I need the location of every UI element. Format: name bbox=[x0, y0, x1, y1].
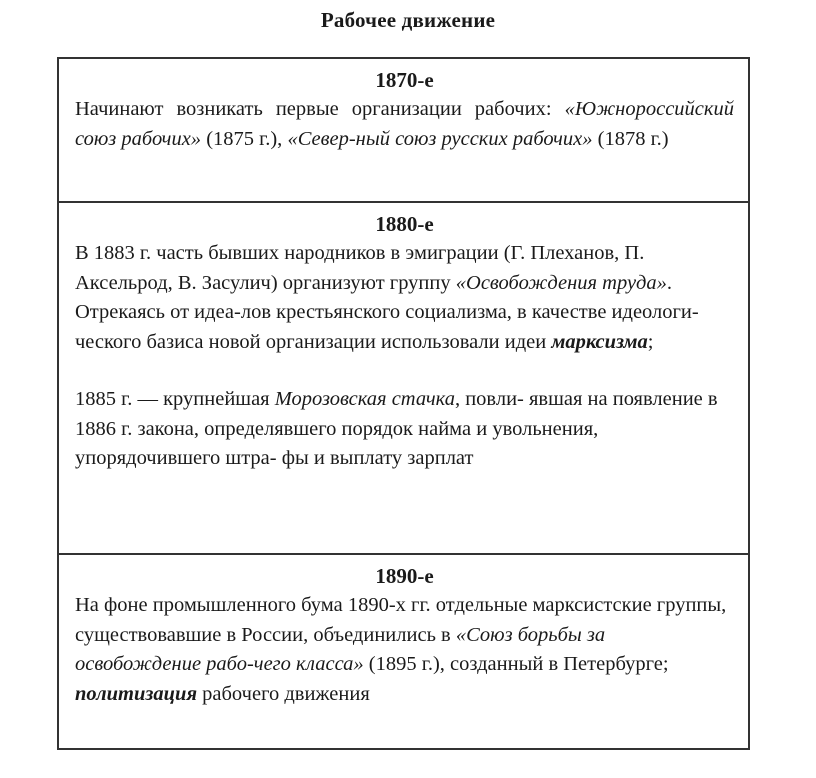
section-1870s bbox=[59, 59, 748, 201]
emphasis-term: политизация bbox=[75, 682, 198, 705]
text-run: На фоне промышленного бума 1890-х гг. отдельные марксистские группы, существовавшие в России, объединились в bbox=[75, 594, 727, 646]
section-1880s bbox=[59, 201, 748, 553]
organization-name: «Север-ный союз русских рабочих» bbox=[287, 127, 593, 150]
text-run: ; bbox=[647, 330, 654, 353]
decade-heading: 1880-е bbox=[375, 212, 434, 236]
text-run: . Отрекаясь от идеа-лов крестьянского социализма, в качестве идеологи- ческого базиса новой организации использовали идеи bbox=[75, 271, 699, 353]
text-run: (1878 г.) bbox=[592, 127, 669, 150]
section-1890s bbox=[59, 553, 748, 748]
organization-name: «Союз борьбы за освобождение рабо-чего класса» bbox=[75, 623, 606, 675]
decade-heading: 1890-е bbox=[375, 564, 434, 588]
organization-name: «Южнороссийский союз рабочих» bbox=[75, 98, 734, 150]
text-run: В 1883 г. часть бывших народников в эмиграции (Г. Плеханов, П. Аксельрод, В. Засулич) организуют группу bbox=[75, 242, 645, 294]
page-title: Рабочее движение bbox=[320, 8, 496, 32]
paragraph bbox=[75, 239, 734, 357]
paragraph bbox=[75, 95, 734, 154]
paragraph-gap bbox=[75, 357, 734, 385]
event-name: Морозовская стачка bbox=[274, 388, 455, 410]
text-run: 1885 г. — крупнейшая bbox=[75, 388, 275, 410]
organization-name: «Освобождения труда» bbox=[455, 271, 667, 294]
paragraph bbox=[75, 385, 734, 474]
text-run: Начинают возникать первые организации рабочих: bbox=[75, 98, 565, 120]
timeline-table bbox=[57, 57, 750, 750]
text-run: (1895 г.), созданный в Петербурге; bbox=[363, 653, 669, 675]
paragraph bbox=[75, 591, 734, 709]
text-run: , повли- явшая на появление в 1886 г. закона, определявшего порядок найма и увольнения, упорядочившего штра- фы и выплату зарплат bbox=[75, 388, 718, 469]
emphasis-term: марксизма bbox=[551, 330, 648, 353]
decade-heading: 1870-е bbox=[375, 68, 434, 92]
text-run: рабочего движения bbox=[197, 682, 370, 705]
text-run: (1875 г.), bbox=[201, 127, 288, 150]
